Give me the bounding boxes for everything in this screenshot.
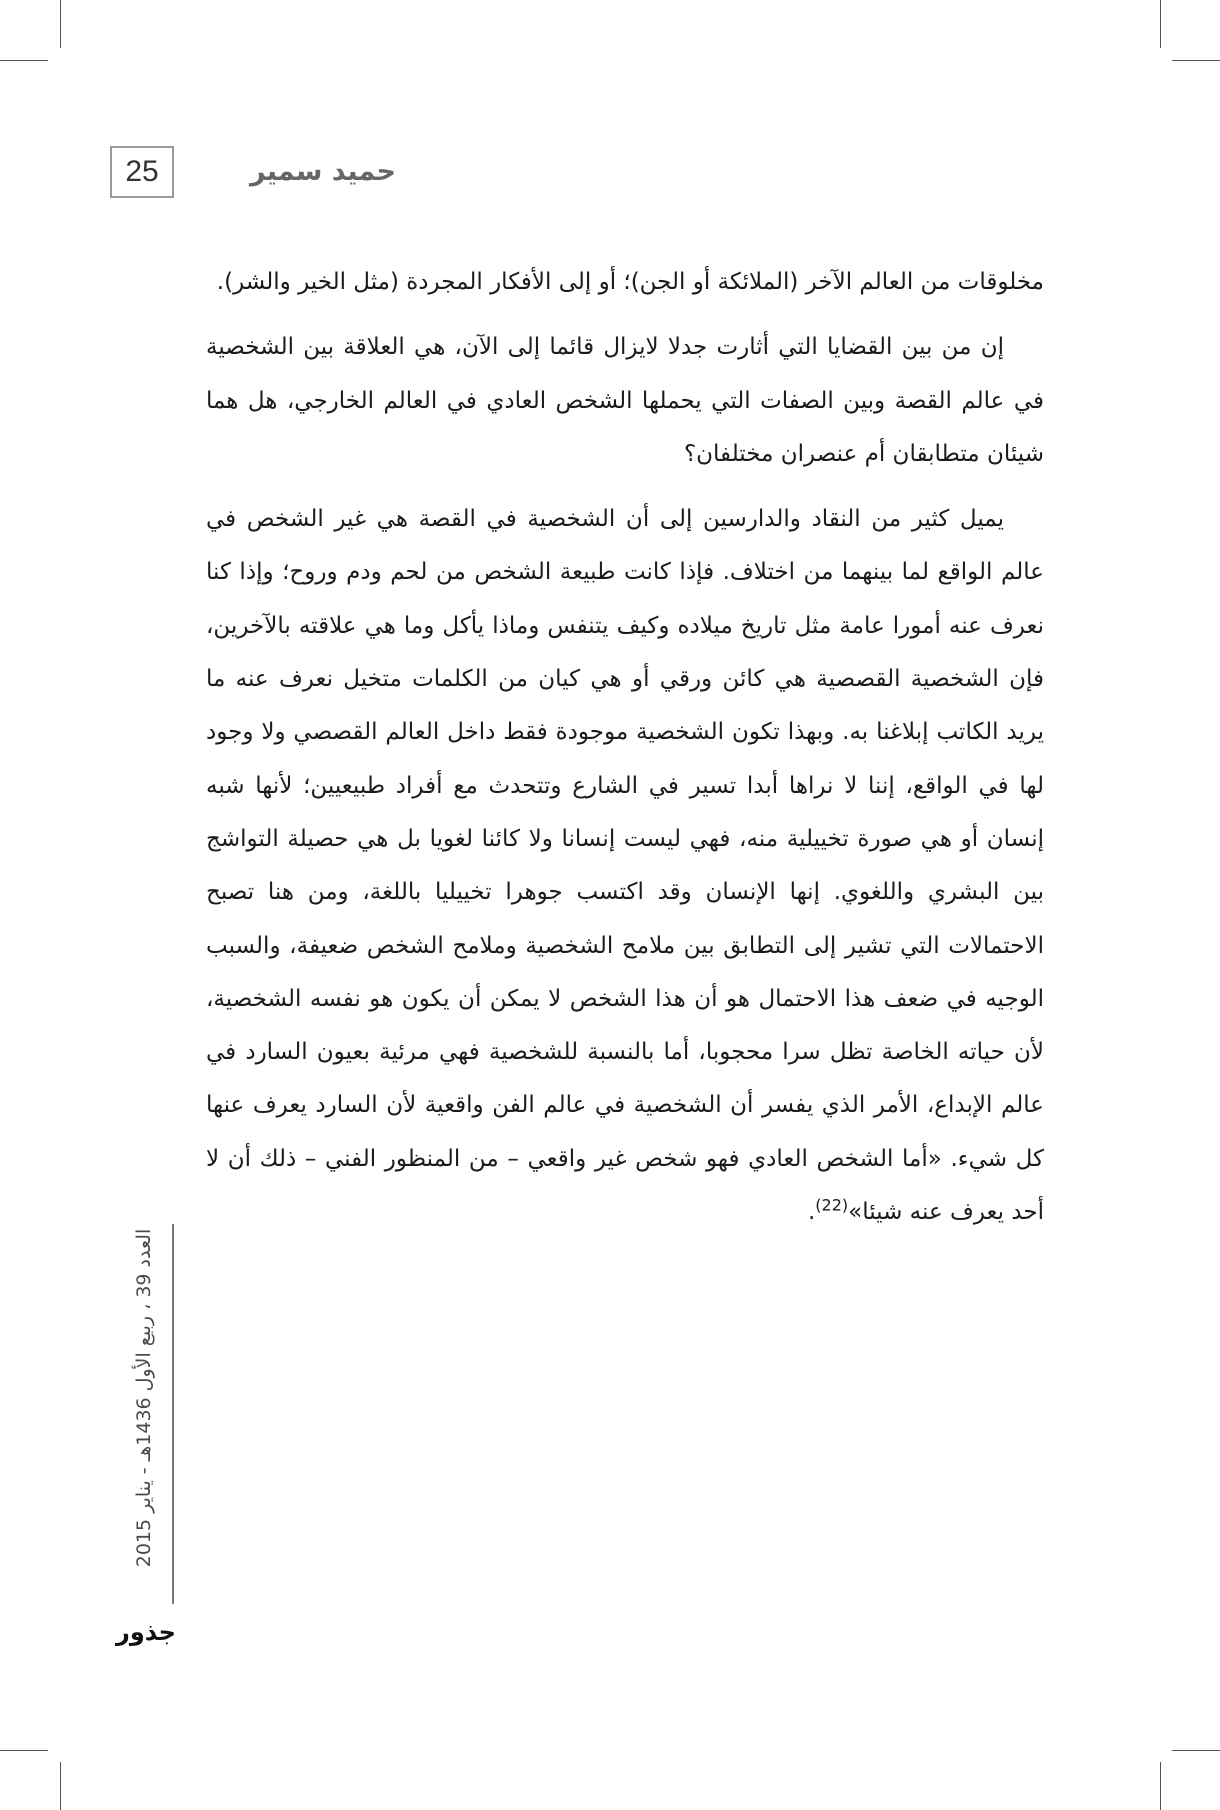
crop-mark-top-right-h [1172, 60, 1220, 61]
side-divider [172, 1224, 174, 1604]
article-body [206, 256, 1044, 1251]
running-header-author: حميد سمير [249, 156, 396, 187]
crop-mark-top-right [1160, 0, 1161, 48]
magazine-logo: جذور [116, 1618, 176, 1646]
crop-mark-bottom-right-h [1172, 1750, 1220, 1751]
paragraph-1: مخلوقات من العالم الآخر (الملائكة أو الجن)؛ أو إلى الأفكار المجردة (مثل الخير والشر). [216, 269, 1044, 295]
paragraph-3-text: يميل كثير من النقاد والدارسين إلى أن الشخصية في القصة هي غير الشخص في عالم الواقع لما بينهما من اختلاف. فإذا كانت طبيعة الشخص من لحم ودم وروح؛ وإذا كنا نعرف عنه أمورا عامة مثل تاريخ ميلاده وكيف يتنفس وماذا يأكل وما هي علاقته بالآخرين، فإن الشخصية القصصية هي كائن ورقي أو هي كيان من الكلمات متخيل نعرف عنه ما يريد الكاتب إبلاغنا به. وبهذا تكون الشخصية موجودة فقط داخل العالم القصصي ولا وجود لها في الواقع، إننا لا نراها أبدا تسير في الشارع وتتحدث مع أفراد طبيعيين؛ لأنها شبه إنسان أو هي صورة تخييلية منه، فهي ليست إنسانا ولا كائنا لغويا بل هي حصيلة التواشج بين البشري واللغوي. إنها الإنسان وقد اكتسب جوهرا تخييليا باللغة، ومن هنا تصبح الاحتمالات التي تشير إلى التطابق بين ملامح الشخصية وملامح الشخص ضعيفة، والسبب الوجيه في ضعف هذا الاحتمال هو أن هذا الشخص لا يمكن أن يكون هو نفسه الشخصية، لأن حياته الخاصة تظل سرا محجوبا، أما بالنسبة للشخصية فهي مرئية بعيون السارد في عالم الإبداع، الأمر الذي يفسر أن الشخصية في عالم الفن واقعية لأن السارد يعرف عنها كل شيء. «أما الشخص العادي فهو شخص غير واقعي – من المنظور الفني – ذلك أن لا أحد يعرف عنه شيئا» [206, 506, 1044, 1226]
crop-mark-bottom-right [1160, 1762, 1161, 1810]
page-number: 25 [110, 146, 174, 198]
paragraph-2: إن من بين القضايا التي أثارت جدلا لايزال قائما إلى الآن، هي العلاقة بين الشخصية في عالم القصة وبين الصفات التي يحملها الشخص العادي في العالم الخارجي، هل هما شيئان متطابقان أم عنصران مختلفان؟ [206, 334, 1044, 467]
crop-mark-bottom-left [60, 1762, 61, 1810]
crop-mark-bottom-left-h [0, 1750, 48, 1751]
footnote-reference[interactable]: (22) [815, 1195, 849, 1215]
crop-mark-top-left [60, 0, 61, 48]
closing-period: . [807, 1199, 816, 1226]
issue-info-text: العدد 39 ، ربيع الأول 1436هـ - يناير 2015 [133, 1228, 155, 1568]
paragraph-3 [206, 493, 1044, 1239]
issue-info-vertical [120, 1207, 168, 1589]
crop-mark-top-left-h [0, 60, 48, 61]
